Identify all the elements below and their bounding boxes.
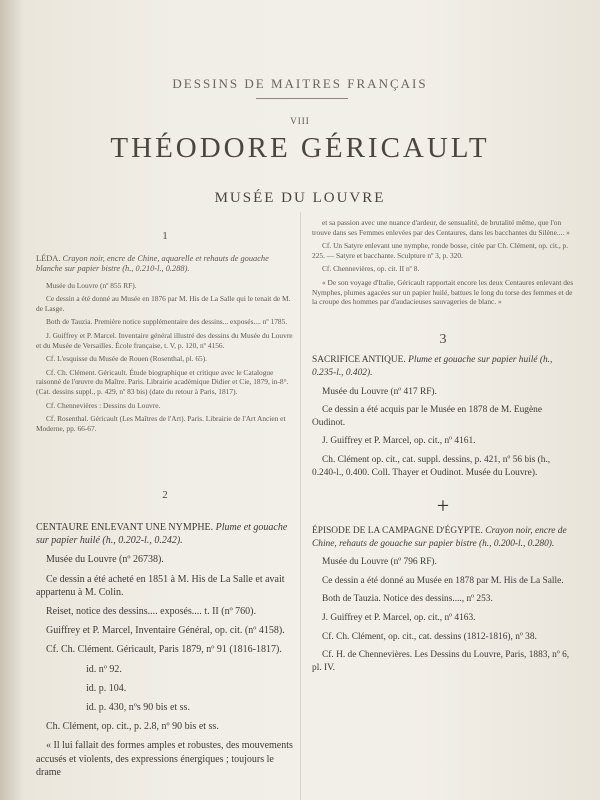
entry-2-text: id. p. 104. xyxy=(86,682,127,694)
entry-4-text: Ce dessin a été donné au Musée en 1878 par M. His de La Salle. xyxy=(322,575,564,586)
entry-2-block xyxy=(36,521,294,779)
entry-2-text: Musée du Louvre (nº 26738). xyxy=(46,554,164,566)
entry-3-title xyxy=(312,354,574,379)
entry-3-block xyxy=(312,354,574,479)
entry-3-title-caps: SACRIFICE ANTIQUE. xyxy=(312,355,406,366)
entry-4-text: Cf. H. de Chennevières. Les Dessins du Louvre, Paris, 1883, nº 6, pl. IV. xyxy=(312,650,570,673)
entry-number-1: 1 xyxy=(162,230,168,242)
entry-2-text: Ce dessin a été acheté en 1851 à M. His de La Salle et avait appartenu à M. Colin. xyxy=(36,573,285,598)
entry-1-title xyxy=(36,254,294,275)
continued-text: « De son voyage d'Italie, Géricault rapportait encore les deux Centaures enlevant des Nymphes, plumes agacées sur un papier huilé, battues le long du torse des femmes et de la croupe des hommes par d'audacieuses sauvageries de blanc. » xyxy=(312,277,574,307)
entry-1-text: Cf. Rosenthal. Géricault (Les Maîtres de l'Art). Paris. Librairie de l'Art Ancien et Moderne, pp. 66-67. xyxy=(36,414,286,433)
entry-1-text: Both de Tauzia. Première notice supplémentaire des dessins... exposés.... nº 1785. xyxy=(46,317,288,327)
entry-2-title xyxy=(36,521,294,547)
entry-4-text: J. Guiffrey et P. Marcel, op. cit., nº 4163. xyxy=(322,613,476,624)
entry-4-title-medium: Crayon noir, encre de Chine, rehauts de gouache sur papier bistre (h., 0.200-l., 0.280). xyxy=(312,526,567,549)
continued-text: Cf. Un Satyre enlevant une nymphe, ronde bosse, citée par Ch. Clément, op. cit., p. 225. — Satyre et bacchante. Sculpture nº 3, p. 320. xyxy=(312,241,569,260)
entry-4-text: Cf. Ch. Clément, op. cit., cat. dessins (1812-1816), nº 38. xyxy=(322,631,537,642)
entry-number-3: 3 xyxy=(439,331,447,347)
entry-1-title-medium: Crayon noir, encre de Chine, aquarelle et rehauts de gouache blanche sur papier bistre (h., 0.210-l., 0.288). xyxy=(36,253,269,274)
entry-2-text: Cf. Ch. Clément. Géricault, Paris 1879, nº 91 (1816-1817). xyxy=(46,644,282,656)
entry-4-title xyxy=(312,525,574,550)
entry-1-text: Ce dessin a été donné au Musée en 1876 par M. His de La Salle qui le tenait de M. de Lasge. xyxy=(36,294,291,313)
museum-name: MUSÉE DU LOUVRE xyxy=(214,190,386,206)
entry-4-text: Musée du Louvre (nº 796 RF). xyxy=(322,557,437,568)
continued-text: Cf. Chennevières, op. cit. II nº 8. xyxy=(322,264,420,274)
entry-1-text: Cf. Chennevières : Dessins du Louvre. xyxy=(46,400,161,410)
entry-1-title-caps: LÉDA. xyxy=(36,253,61,263)
entry-2-text: Reiset, notice des dessins.... exposés.... t. II (nº 760). xyxy=(46,605,257,617)
entry-2-title-caps: CENTAURE ENLEVANT UNE NYMPHE. xyxy=(36,521,214,533)
entry-2-title-medium: Plume et gouache sur papier huilé (h., 0.202-l., 0.242). xyxy=(36,521,288,547)
series-title: DESSINS DE MAITRES FRANÇAIS xyxy=(172,76,428,91)
entry-2-text: « Il lui fallait des formes amples et robustes, des mouvements accusés et violents, des expressions énergiques ; toujours le drame xyxy=(36,740,293,778)
right-column xyxy=(312,0,574,680)
entry-number-2: 2 xyxy=(162,489,168,502)
entry-2-text: Ch. Clément, op. cit., p. 2.8, nº 90 bis et ss. xyxy=(46,721,219,733)
entry-2-text: id. p. 430, nºs 90 bis et ss. xyxy=(86,701,190,713)
entry-1-text: Musée du Louvre (nº 855 RF). xyxy=(46,280,137,290)
entry-2-text: id. nº 92. xyxy=(86,663,122,675)
entry-4-title-caps: ÉPISODE DE LA CAMPAGNE D'ÉGYPTE. xyxy=(312,526,483,537)
volume-number: VIII xyxy=(290,116,310,126)
column-divider xyxy=(300,212,301,800)
entry-1-text: J. Guiffrey et P. Marcel. Inventaire général illustré des dessins du Musée du Louvre et du Musée de Versailles. École française, t. V, p. 120, nº 4156. xyxy=(36,330,293,350)
entry-number-4: + xyxy=(436,493,450,519)
entry-3-title-medium: Plume et gouache sur papier huilé (h., 0.235-l., 0.402). xyxy=(312,355,553,378)
entry-4-text: Both de Tauzia. Notice des dessins...., nº 253. xyxy=(322,594,493,605)
entry-2-text: Guiffrey et P. Marcel, Inventaire Général, op. cit. (nº 4158). xyxy=(46,625,285,637)
entry-3-text: Ce dessin a été acquis par le Musée en 1878 de M. Eugène Oudinot. xyxy=(312,405,542,428)
left-column xyxy=(36,0,294,785)
entry-3-text: Ch. Clément op. cit., cat. suppl. dessins, p. 421, nº 56 bis (h., 0.240-l., 0.400. Coll. Thayer et Oudinot. Musée du Louvre). xyxy=(312,454,551,478)
continued-text: et sa passion avec une nuance d'ardeur, de sensualité, de brutalité même, que l'on trouve dans ses Femmes enlevées par des Centaures, dans les bacchantes du Silène.... » xyxy=(312,218,570,237)
entry-3-text: Musée du Louvre (nº 417 RF). xyxy=(322,386,437,397)
entry-4-block xyxy=(312,525,574,674)
entry-3-text: J. Guiffrey et P. Marcel, op. cit., nº 4161. xyxy=(322,436,476,447)
entry-1-text: Cf. Ch. Clément. Géricault. Étude biographique et critique avec le Catalogue raisonné de l'œuvre du Maître. Paris. Librairie académique Didier et Cie, 1879, in-8°. (Cat. dessins suppl., p. 429, nº 83 bis) (date du retour à Paris, 1817). xyxy=(36,367,289,396)
artist-name: THÉODORE GÉRICAULT xyxy=(110,132,490,164)
entry-1-text: Cf. L'esquisse du Musée de Rouen (Rosenthal, pl. 65). xyxy=(46,354,208,364)
